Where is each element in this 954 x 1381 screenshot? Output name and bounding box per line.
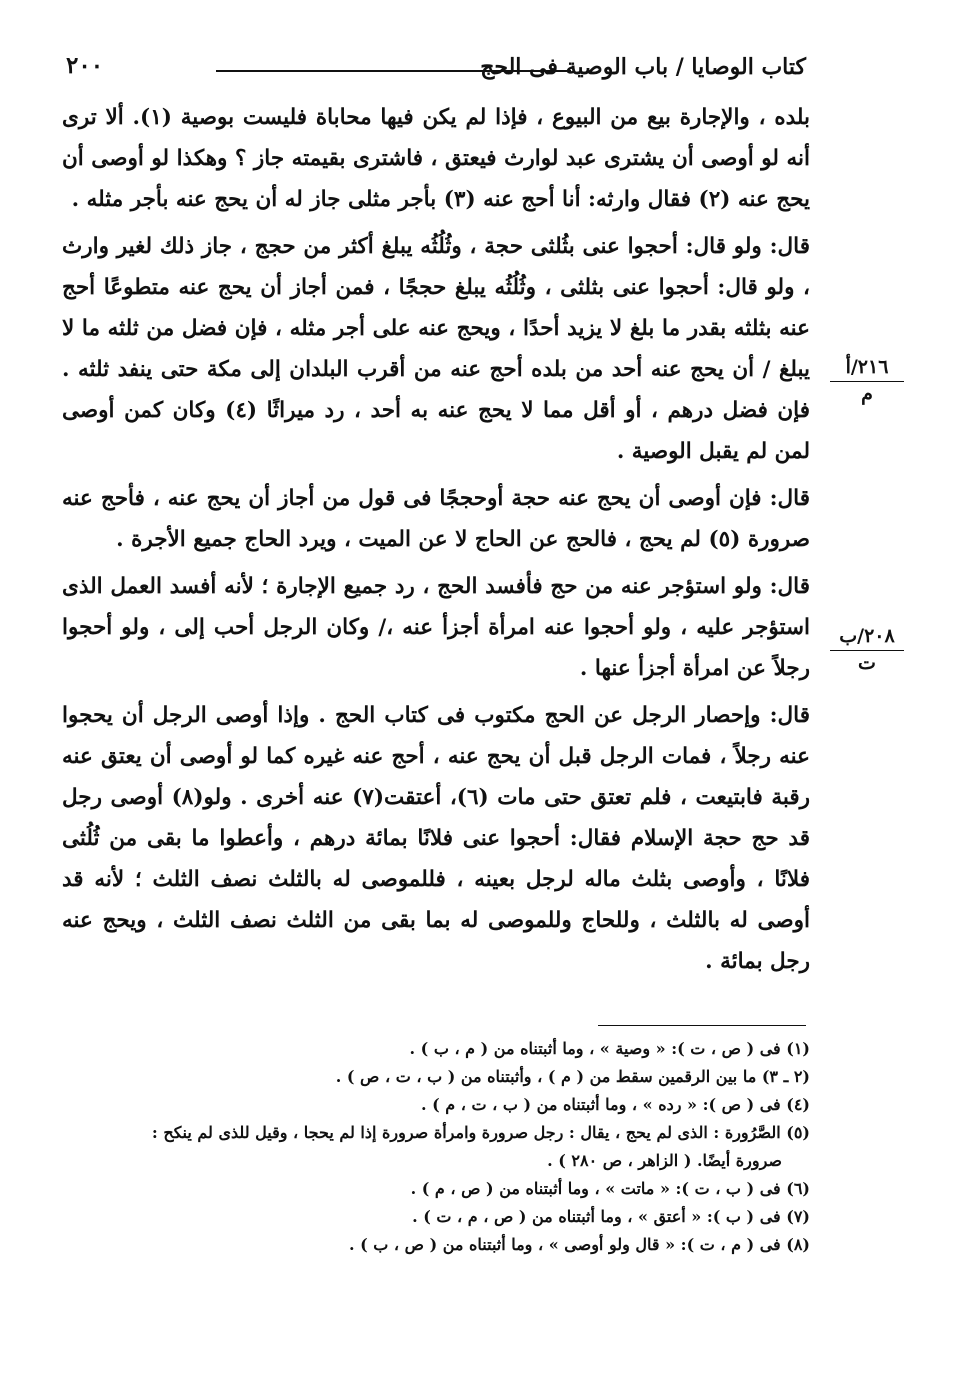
margin-note-1-sig: م — [861, 383, 873, 405]
paragraph-1 — [62, 97, 810, 220]
footnote-5-continued: صرورة أيضًا. ( الزاهر ، ص ٢٨٠ ) . — [547, 1151, 782, 1170]
paragraph-2 — [62, 226, 810, 472]
margin-note-1-ref: ٢١٦/أ — [830, 355, 904, 382]
page-number: ٢٠٠ — [66, 52, 104, 79]
footnotes — [62, 1035, 810, 1259]
paragraph-4-text: ولو استؤجر عنه من حج فأفسد الحج ، رد جميع الإجارة ؛ لأنه أفسد العمل الذى استؤجر عليه ، ولو أحجوا عنه امرأة أجزأ عنه ،/ وكان الرجل أحب إلى ، ولو أحجوا رجلاً عن امرأة أجزأ عنها . — [62, 574, 810, 681]
footnote-2-3: (٢ ـ ٣) ما بين الرقمين سقط من ( م ) ، وأثبتناه من ( ب ، ت ، ص ) . — [335, 1067, 810, 1086]
header-title: كتاب الوصايا / باب الوصية فى الحج — [480, 54, 806, 80]
body-text — [62, 97, 810, 986]
margin-note-2-sig: ت — [858, 652, 876, 674]
paragraph-3-text: فإن أوصى أن يحج عنه حجة أوحججًا فى قول من أجاز أن يحج عنه ، فأحج عنه صرورة (٥) لم يحج ، فالحج عن الحاج لا عن الميت ، ويرد الحاج جميع الأجرة . — [62, 486, 810, 552]
paragraph-3-lead: قال: — [769, 486, 810, 511]
paragraph-3 — [62, 478, 810, 560]
paragraph-5-text: وإحصار الرجل عن الحج مكتوب فى كتاب الحج . وإذا أوصى الرجل أن يحجوا عنه رجلاً ، فمات الرجل قبل أن يحج عنه ، أحج عنه غيره كما لو أوصى أن يعتق عنه رقبة فابتيعت ، فلم تعتق حتى مات (٦)، أعتقت(٧) عنه أخرى . ولو(٨) أوصى رجل قد حج حجة الإسلام فقال: أحجوا عنى فلانًا بمائة درهم ، وأعطوا ما بقى من ثُلُثى فلانًا ، وأوصى بثلث ماله لرجل بعينه ، فللموصى له بالثلث نصف الثلث ؛ لأنه قد أوصى له بالثلث ، وللحاج وللموصى له بما بقى من الثلث نصف الثلث ، ويحج عنه رجل بمائة . — [62, 703, 811, 974]
footnote-4: (٤) فى ( ص ): « رده » ، وما أثبتناه من ( ب ، ت ، م ) . — [421, 1095, 810, 1114]
footnote-6: (٦) فى ( ب ، ت ): « ماتت » ، وما أثبتناه من ( ص ، م ) . — [410, 1179, 810, 1198]
paragraph-2-lead: قال: — [769, 234, 810, 259]
paragraph-1-text: بلده ، والإجارة بيع من البيوع ، فإذا لم يكن فيها محاباة فليست بوصية (١). ألا ترى أنه لو أوصى أن يشترى عبد لوارث فيعتق ، فاشترى بقيمته جاز ؟ وهكذا لو أوصى أن يحج عنه (٢) فقال وارثه: أنا أحج عنه (٣) بأجر مثلى جاز له أن يحج عنه بأجر مثله . — [62, 105, 810, 212]
margin-note-2 — [830, 624, 904, 675]
paragraph-4 — [62, 566, 810, 689]
paragraph-5 — [62, 695, 810, 982]
paragraph-4-lead: قال: — [769, 574, 810, 599]
paragraph-5-lead: قال: — [769, 703, 810, 728]
running-header — [66, 50, 806, 86]
margin-note-2-ref: ٢٠٨/ب — [830, 624, 904, 651]
footnote-7: (٧) فى ( ب ): « أعتق » ، وما أثبتناه من ( ص ، م ، ت ) . — [412, 1207, 810, 1226]
header-rule — [216, 70, 571, 72]
footnote-1: (١) فى ( ص ، ت ): « وصية » ، وما أثبتناه من ( م ، ب ) . — [409, 1039, 810, 1058]
paragraph-2-text: ولو قال: أحجوا عنى بثُلثى حجة ، وثُلُثُه يبلغ أكثر من حجج ، جاز ذلك لغير وارث ، ولو قال: أحجوا عنى بثلثى ، وثُلُثُه يبلغ حججًا ، فمن أجاز أن يحج عنه متطوعًا أحج عنه بثلثه بقدر ما بلغ لا يزيد أحدًا ، ويحج عنه على أجر مثله ، فإن فضل من ثلثه ما لا يبلغ / أن يحج عنه أحد من بلده أحج عنه من أقرب البلدان إلى مكة حتى ينفد ثلثه . فإن فضل درهم ، أو أقل مما لا يحج عنه به أحد ، رد ميراثًا (٤) وكان كمن أوصى لمن لم يقبل الوصية . — [62, 234, 810, 464]
footnote-rule — [598, 1025, 806, 1026]
footnote-5: (٥) الصَّرُورة : الذى لم يحج ، يقال : رجل صرورة وامرأة صرورة إذا لم يحجا ، وقيل للذى لم ينكح : — [151, 1123, 810, 1142]
margin-note-1 — [830, 355, 904, 406]
footnote-8: (٨) فى ( م ، ت ): « قال ولو أوصى » ، وما أثبتناه من ( ص ، ب ) . — [349, 1235, 810, 1254]
